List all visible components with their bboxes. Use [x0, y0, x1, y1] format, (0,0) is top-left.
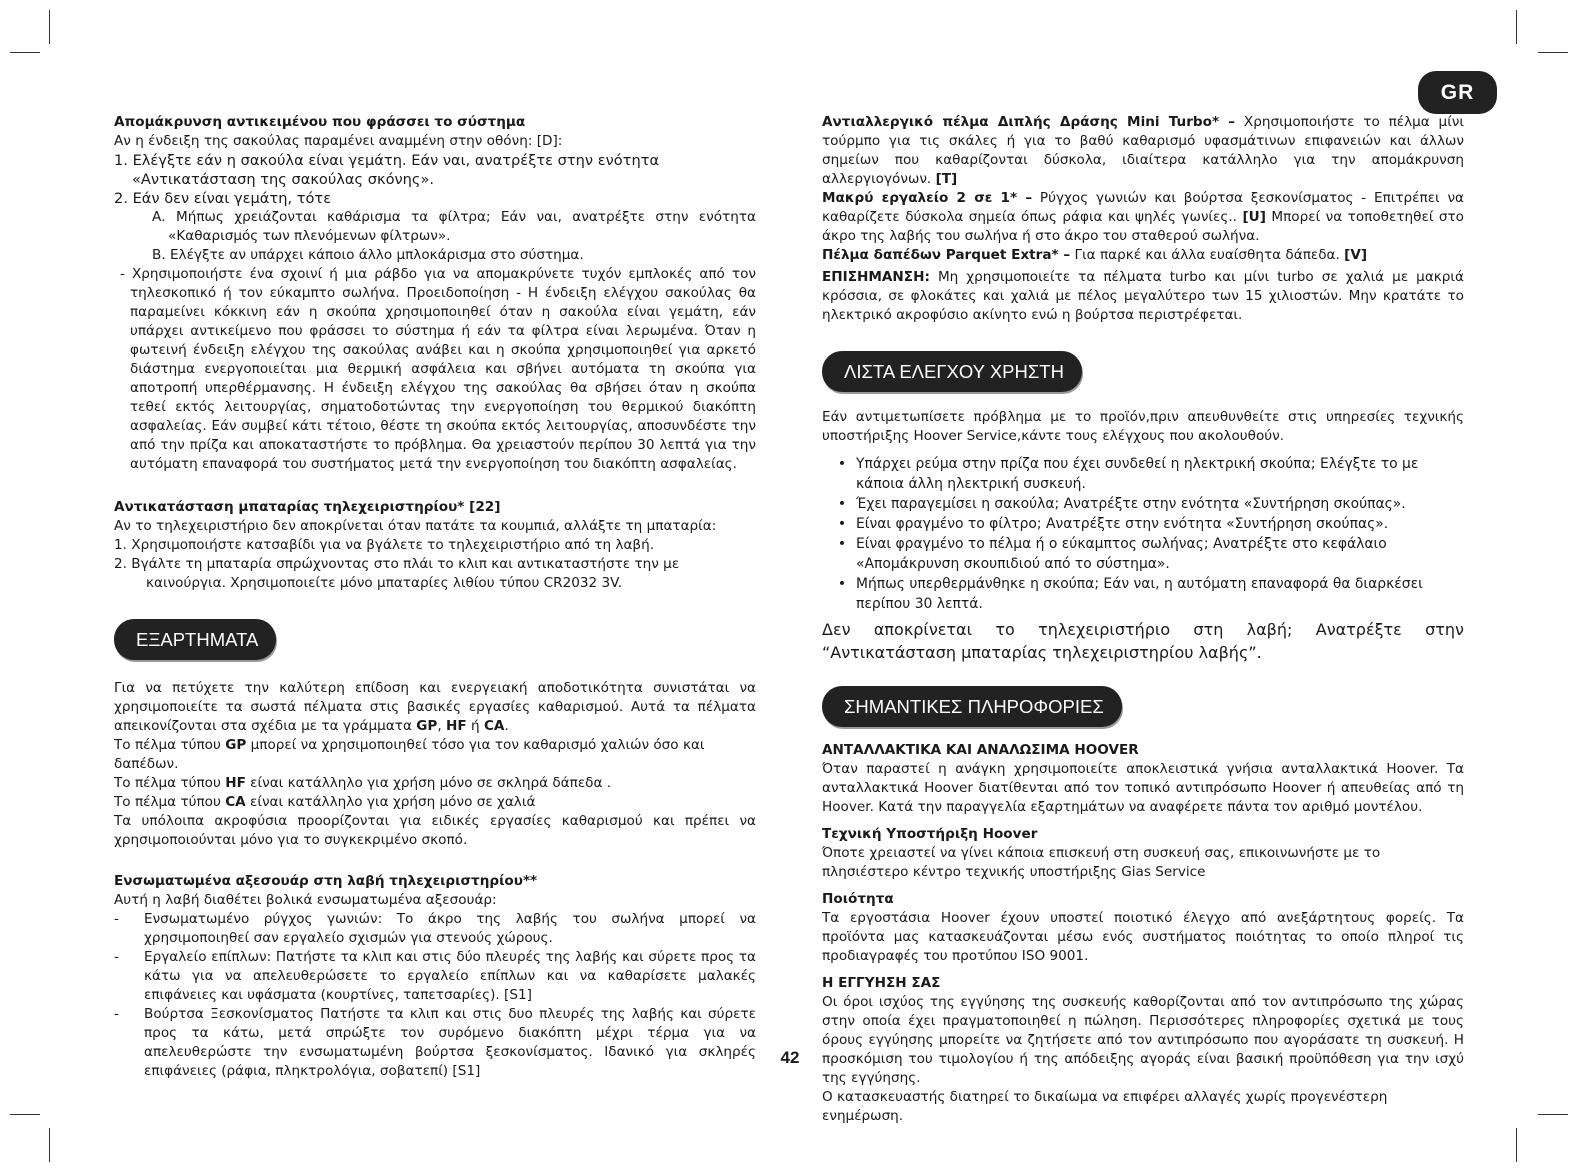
dash-marker: - — [114, 911, 119, 927]
turbo-paragraph — [822, 113, 1464, 189]
integrated-list — [114, 910, 756, 1081]
long-tool-paragraph — [822, 189, 1464, 246]
long-tool-title: Μακρύ εργαλείο 2 σε 1* – — [822, 190, 1033, 206]
list-item-text: Υπάρχει ρεύμα στην πρίζα που έχει συνδεθεί η ηλεκτρική σκούπα; Ελέγξτε το με κάποια άλλη ηλεκτρική συσκευή. — [856, 456, 1419, 492]
warranty-text: Οι όροι ισχύος της εγγύησης της συσκευής καθορίζονται από τον αντιπρόσωπο της χώρας στην οποία έχει πραγματοποιηθεί η πώληση. Περισσότερες πληροφορίες σχετικά με τους όρους εγγύησης μπορείτε να ζητήσετε από τον αντιπρόσωπο που αγοράσατε τη συσκευή. Η προσκόμιση του τιμολογίου ή της απόδειξης αγοράς είναι βασική προϋπόθεση για την ισχύ της εγγύησης. — [822, 994, 1464, 1086]
quality-heading: Ποιότητα — [822, 891, 894, 907]
ca-pre: Το πέλμα τύπου — [114, 794, 226, 810]
separator: . — [504, 718, 509, 734]
long-tool-text-2: Μπορεί να τοποθετηθεί στο άκρο της λαβής του σωλήνα ή στο άκρο του σταθερού σωλήνα. — [822, 209, 1464, 244]
language-badge: GR — [1418, 71, 1497, 114]
accessories-section — [114, 679, 756, 850]
code-ca: CA — [483, 718, 505, 734]
rights-text: Ο κατασκευαστής διατηρεί το δικαίωμα να επιφέρει αλλαγές χωρίς προγενέστερη ενημέρωση. — [822, 1089, 1388, 1124]
crop-mark — [10, 1114, 40, 1115]
parts-heading: ΑΝΤΑΛΛΑΚΤΙΚΑ ΚΑΙ ΑΝΑΛΩΣΙΜΑ HOOVER — [822, 742, 1139, 758]
crop-mark — [10, 52, 40, 53]
long-tool-ref: [U] — [1242, 209, 1266, 225]
gp-line — [114, 736, 756, 774]
blocked-step-1: 1. Ελέγξτε εάν η σακούλα είναι γεμάτη. Εάν ναι, ανατρέξτε στην ενότητα «Αντικατάσταση της σακούλας σκόνης». — [114, 152, 660, 188]
left-column — [114, 113, 756, 1081]
warranty-section — [822, 974, 1464, 1126]
battery-section — [114, 498, 756, 593]
note-title: ΕΠΙΣΗΜΑΝΣΗ: — [822, 269, 930, 285]
battery-intro: Αν το τηλεχειριστήριο δεν αποκρίνεται όταν πατάτε τα κουμπιά, αλλάξτε τη μπαταρία: — [114, 518, 717, 534]
list-item — [822, 494, 1464, 514]
hf-post: είναι κατάλληλο για χρήση μόνο σε σκληρά δάπεδα . — [245, 775, 612, 791]
gp-pre: Το πέλμα τύπου — [114, 737, 226, 753]
bullet-marker: • — [837, 456, 847, 472]
list-item-text: Ενσωματωμένο ρύγχος γωνιών: Το άκρο της λαβής του σωλήνα μπορεί να χρησιμοποιηθεί σαν εργαλείο σχισμών για στενούς χώρους. — [144, 911, 756, 946]
bullet-marker: • — [837, 536, 847, 552]
integrated-intro: Αυτή η λαβή διαθέτει βολικά ενσωματωμένα αξεσουάρ: — [114, 892, 497, 908]
list-item — [822, 454, 1464, 494]
parquet-paragraph — [822, 246, 1464, 265]
warranty-heading: Η ΕΓΓΥΗΣΗ ΣΑΣ — [822, 975, 941, 991]
separator: ή — [466, 718, 484, 734]
info-pill: ΣΗΜΑΝΤΙΚΕΣ ΠΛΗΡΟΦΟΡΙΕΣ — [822, 686, 1122, 727]
crop-mark — [49, 1128, 50, 1162]
list-item — [114, 910, 756, 948]
bullet-marker: • — [837, 576, 847, 592]
code-hf: HF — [446, 718, 467, 734]
parquet-title: Πέλμα δαπέδων Parquet Extra* – — [822, 247, 1071, 263]
list-item-text: Βούρτσα Ξεσκονίσματος Πατήστε τα κλιπ και στις δυο πλευρές της λαβής και σύρετε προς τα κάτω, μετά σπρώξτε τον συρόμενο διακόπτη μέχρι τέρμα για να απελευθερώστε την ενσωματωμένη βούρτσα ξεσκονίσματος. Ιδανικό για σκληρές επιφάνειες (ράφια, πληκτρολόγια, σοβατεπί) [S1] — [144, 1006, 756, 1079]
checklist-pill: ΛΙΣΤΑ ΕΛΕΓΧΟΥ ΧΡΗΣΤΗ — [822, 351, 1082, 392]
page-number: 42 — [780, 1048, 800, 1067]
list-item-text: Είναι φραγμένο το φίλτρο; Ανατρέξτε στην ενότητα «Συντήρηση σκούπας». — [856, 516, 1389, 532]
crop-mark — [1538, 1114, 1568, 1115]
parts-section — [822, 741, 1464, 817]
gp-post: μπορεί να χρησιμοποιηθεί τόσο για τον καθαρισμό χαλιών όσο και δαπέδων. — [114, 737, 705, 772]
crop-mark — [1516, 10, 1517, 44]
crop-mark — [1538, 52, 1568, 53]
list-item-text: Είναι φραγμένο το πέλμα ή ο εύκαμπτος σωλήνας; Ανατρέξτε στο κεφάλαιο «Απομάκρυνση σκουπιδιού από το σύστημα». — [856, 536, 1387, 572]
hf-pre: Το πέλμα τύπου — [114, 775, 226, 791]
blocked-dash-note: - Χρησιμοποιήστε ένα σχοινί ή μια ράβδο για να απομακρύνετε τυχόν εμπλοκές από τον τηλεσκοπικό ή τον εύκαμπτο σωλήνα. Προειδοποίηση - Η ένδειξη ελέγχου σακούλας θα παραμείνει κόκκινη εάν η σκούπα χρησιμοποιηθεί όταν η σακούλα είναι γεμάτη, εάν υπάρχει αντικείμενο που φράσσει το σύστημα ή εάν τα φίλτρα είναι λερωμένα. Όταν η φωτεινή ένδειξη ελέγχου της σακούλας ανάβει και η σκούπα χρησιμοποιηθεί για αρκετό διάστημα ενεργοποιείται μια θερμική ασφάλεια και σβήνει αυτόματα τη σκούπα για αποτροπή υπερθέρμανσης. Η ένδειξη ελέγχου της σακούλας θα σβήσει όταν η σκούπα τεθεί εκτός λειτουργίας, σηματοδοτώντας την ενεργοποίηση του θερμικού διακόπτη ασφαλείας. Εάν συμβεί κάτι τέτοιο, θέστε τη σκούπα εκτός λειτουργίας, αποσυνδέστε την από την πρίζα και αποκαταστήστε το πρόβλημα. Θα χρειαστούν περίπου 30 λεπτά για την αυτόματη επαναφορά του συστήματος μετά την ενεργοποίηση του διακόπτη ασφαλείας. — [120, 266, 756, 472]
list-item — [822, 574, 1464, 614]
info-pill-wrap — [822, 686, 1464, 727]
parquet-text: Για παρκέ και άλλα ευαίσθητα δάπεδα. — [1070, 247, 1345, 263]
quality-text: Τα εργοστάσια Hoover έχουν υποστεί ποιοτικό έλεγχο από ανεξάρτητους φορείς. Τα προϊόντα μας κατασκευάζονται μέσω ενός συστήματος ποιότητας το οποίο πληροί τις προδιαγραφές του προτύπου ISO 9001. — [822, 910, 1464, 964]
battery-step-1: 1. Χρησιμοποιήστε κατσαβίδι για να βγάλετε το τηλεχειριστήριο από τη λαβή. — [114, 537, 655, 553]
ca-line — [114, 793, 756, 812]
blocked-intro: Αν η ένδειξη της σακούλας παραμένει αναμμένη στην οθόνη: [D]: — [114, 133, 563, 149]
support-heading: Τεχνική Υποστήριξη Hoover — [822, 826, 1038, 842]
turbo-title: Αντιαλλεργικό πέλμα Διπλής Δράσης Mini Turbo* – — [822, 114, 1236, 130]
battery-step-2: 2. Βγάλτε τη μπαταρία σπρώχνοντας στο πλάι το κλιπ και αντικαταστήστε την με καινούργια. Χρησιμοποιείτε μόνο μπαταρίες λιθίου τύπου CR2032 3V. — [114, 556, 680, 591]
integrated-section — [114, 872, 756, 1081]
ca-post: είναι κατάλληλο για χρήση μόνο σε χαλιά — [245, 794, 536, 810]
blocked-heading: Απομάκρυνση αντικειμένου που φράσσει το σύστημα — [114, 114, 526, 130]
parts-text: Όταν παραστεί η ανάγκη χρησιμοποιείτε αποκλειστικά γνήσια ανταλλακτικά Hoover. Τα ανταλλακτικά Hoover διατίθενται από τον τοπικό αντιπρόσωπο Hoover ή απευθείας από τη Hoover. Κατά την παραγγελία εξαρτημάτων να αναφέρετε πάντα τον αριθμό μοντέλου. — [822, 761, 1464, 815]
dash-marker: - — [114, 949, 119, 965]
dash-marker: - — [114, 1006, 119, 1022]
note-paragraph — [822, 268, 1464, 325]
accessories-pill: ΕΞΑΡΤΗΜΑΤΑ — [114, 619, 276, 660]
list-item — [822, 534, 1464, 574]
remote-note: Δεν αποκρίνεται το τηλεχειριστήριο στη λαβή; Ανατρέξτε στην “Αντικατάσταση μπαταρίας τηλεχειριστηρίου λαβής”. — [822, 620, 1464, 662]
long-tool-text: Ρύγχος γωνιών και βούρτσα ξεσκονίσματος - Επιτρέπει να καθαρίζετε δύσκολα σημεία όπως ράφια και ψηλές γωνίες.. — [822, 190, 1465, 225]
accessories-intro-text: Για να πετύχετε την καλύτερη επίδοση και ενεργειακή αποδοτικότητα συνιστάται να χρησιμοποιείτε τα σωστά πέλματα στις βασικές εργασίες καθαρισμού. Αυτά τα πέλματα απεικονίζονται στα σχέδια με τα γράμματα — [114, 680, 756, 734]
hf-line — [114, 774, 756, 793]
blocked-step-2: 2. Εάν δεν είναι γεμάτη, τότε — [114, 190, 332, 207]
code-gp: GP — [416, 718, 438, 734]
list-item-text: Εργαλείο επίπλων: Πατήστε τα κλιπ και στις δύο πλευρές της λαβής και σύρετε προς τα κάτω για να απελευθερώσετε το εργαλείο επίπλων και να καθαρίσετε μαλακές επιφάνειες και υφάσματα (κουρτίνες, ταπετσαρίες). [S1] — [144, 949, 756, 1003]
blocked-step-2b: Β. Ελέγξτε αν υπάρχει κάποιο άλλο μπλοκάρισμα στο σύστημα. — [152, 247, 584, 263]
checklist-list — [822, 454, 1464, 614]
accessories-others: Τα υπόλοιπα ακροφύσια προορίζονται για ειδικές εργασίες καθαρισμού και πρέπει να χρησιμοποιούνται μόνο για το συγκεκριμένο σκοπό. — [114, 813, 756, 848]
hf-code: HF — [225, 775, 246, 791]
battery-heading: Αντικατάσταση μπαταρίας τηλεχειριστηρίου* [22] — [114, 499, 501, 515]
bullet-marker: • — [837, 516, 847, 532]
checklist-pill-wrap — [822, 351, 1464, 392]
parquet-ref: [V] — [1344, 247, 1368, 263]
turbo-text: Χρησιμοποιήστε το πέλμα μίνι τούρμπο για τις σκάλες ή για το βαθύ καθαρισμό υφασμάτινων επιφανειών και άλλων σημείων που καθαρίζονται δύσκολα, ιδιαίτερα κατάλληλο για την απομάκρυνση αλλεργιογόνων. — [822, 114, 1464, 187]
right-column — [822, 113, 1464, 1126]
list-item-text: Μήπως υπερθερμάνθηκε η σκούπα; Εάν ναι, η αυτόματη επαναφορά θα διαρκέσει περίπου 30 λεπτά. — [856, 576, 1423, 612]
blocked-step-2a — [114, 208, 756, 246]
separator: , — [437, 718, 447, 734]
blocked-step-2a-text: Α. Μήπως χρειάζονται καθάρισμα τα φίλτρα; Εάν ναι, ανατρέξτε στην ενότητα «Καθαρισμός των πλενόμενων φίλτρων». — [152, 209, 756, 244]
crop-mark — [1516, 1128, 1517, 1162]
list-item — [114, 1005, 756, 1081]
accessories-pill-wrap — [114, 619, 756, 660]
quality-section — [822, 890, 1464, 966]
turbo-ref: [T] — [935, 171, 958, 187]
accessories-intro — [114, 679, 756, 736]
list-item-text: Έχει παραγεμίσει η σακούλα; Ανατρέξτε στην ενότητα «Συντήρηση σκούπας». — [856, 496, 1406, 512]
blocked-section — [114, 113, 756, 474]
support-section — [822, 825, 1464, 882]
integrated-heading: Ενσωματωμένα αξεσουάρ στη λαβή τηλεχειριστηρίου** — [114, 873, 538, 889]
bullet-marker: • — [837, 496, 847, 512]
gp-code: GP — [225, 737, 247, 753]
support-text: Όποτε χρειαστεί να γίνει κάποια επισκευή στη συσκευή σας, επικοινωνήστε με το πλησιέστερο κέντρο τεχνικής υποστήριξης Gias Service — [822, 845, 1381, 880]
note-text: Μη χρησιμοποιείτε τα πέλματα turbo και μίνι turbo σε χαλιά με μακριά κρόσσια, σε φλοκάτες και χαλιά με πέλος μεγαλύτερο των 15 χιλιοστών. Μην κρατάτε το ηλεκτρικό ακροφύσιο ακίνητο ενώ η βούρτσα περιστρέφεται. — [822, 269, 1464, 323]
crop-mark — [49, 10, 50, 44]
list-item — [114, 948, 756, 1005]
checklist-intro: Εάν αντιμετωπίσετε πρόβλημα με το προϊόν,πριν απευθυνθείτε στις υπηρεσίες τεχνικής υποστήριξης Hoover Service,κάντε τους ελέγχους που ακολουθούν. — [822, 409, 1464, 444]
ca-code: CA — [225, 794, 246, 810]
list-item — [822, 514, 1464, 534]
